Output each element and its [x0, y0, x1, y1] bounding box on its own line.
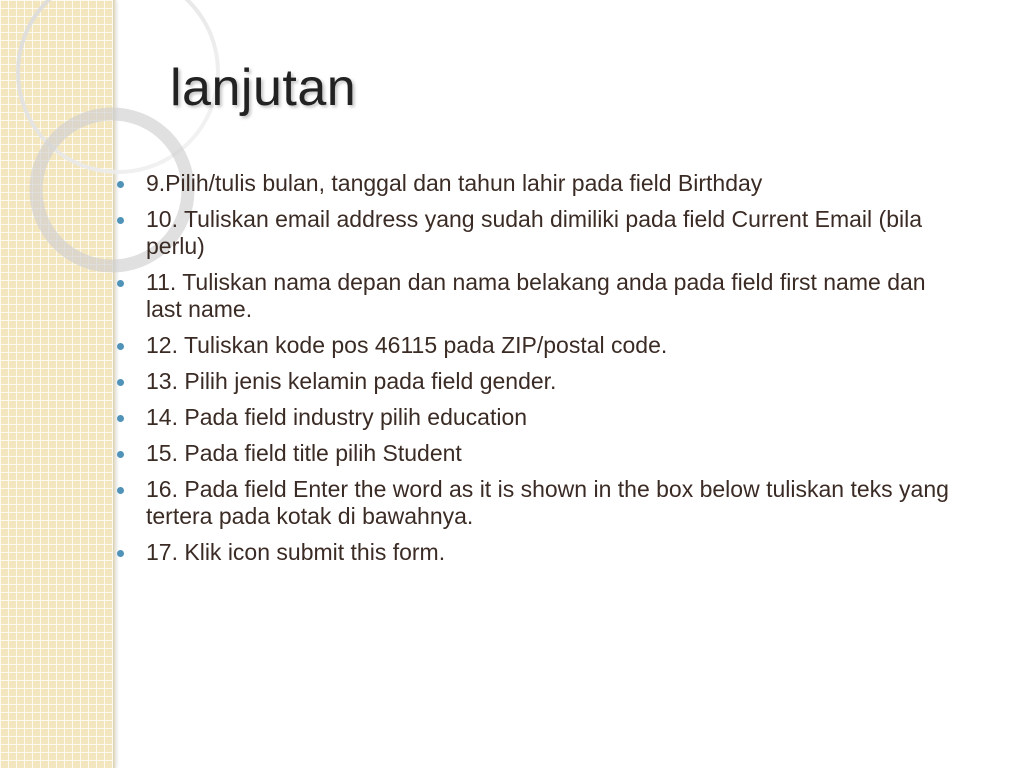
bullet-item [146, 368, 966, 395]
bullet-text: 17. Klik icon submit this form. [146, 539, 446, 565]
bullet-item [146, 269, 966, 323]
bullet-text: 16. Pada field Enter the word as it is shown in the box below tuliskan teks yang tertera pada kotak di bawahnya. [146, 476, 949, 529]
bullet-text: 11. Tuliskan nama depan dan nama belakang anda pada field first name dan last name. [146, 269, 926, 322]
bullet-text: 13. Pilih jenis kelamin pada field gender. [146, 368, 557, 394]
bullet-text: 14. Pada field industry pilih education [146, 404, 528, 430]
bullet-dot-icon [117, 487, 124, 494]
bullet-dot-icon [117, 415, 124, 422]
bullet-dot-icon [117, 343, 124, 350]
bullet-item [146, 170, 966, 197]
bullet-dot-icon [117, 181, 124, 188]
bullet-text: 10. Tuliskan email address yang sudah dimiliki pada field Current Email (bila perlu) [146, 206, 922, 259]
slide-title: lanjutan [170, 59, 357, 117]
bullet-item [146, 476, 966, 530]
bullet-text: 9.Pilih/tulis bulan, tanggal dan tahun lahir pada field Birthday [146, 170, 763, 196]
bullet-dot-icon [117, 451, 124, 458]
bullet-dot-icon [117, 217, 124, 224]
bullet-item [146, 332, 966, 359]
bullet-item [146, 206, 966, 260]
bullet-item [146, 440, 966, 467]
bullet-dot-icon [117, 550, 124, 557]
bullet-text: 12. Tuliskan kode pos 46115 pada ZIP/postal code. [146, 332, 668, 358]
bullet-text: 15. Pada field title pilih Student [146, 440, 462, 466]
bullet-item [146, 539, 966, 566]
bullet-dot-icon [117, 280, 124, 287]
bullet-dot-icon [117, 379, 124, 386]
bullet-item [146, 404, 966, 431]
bullet-list [146, 170, 966, 575]
